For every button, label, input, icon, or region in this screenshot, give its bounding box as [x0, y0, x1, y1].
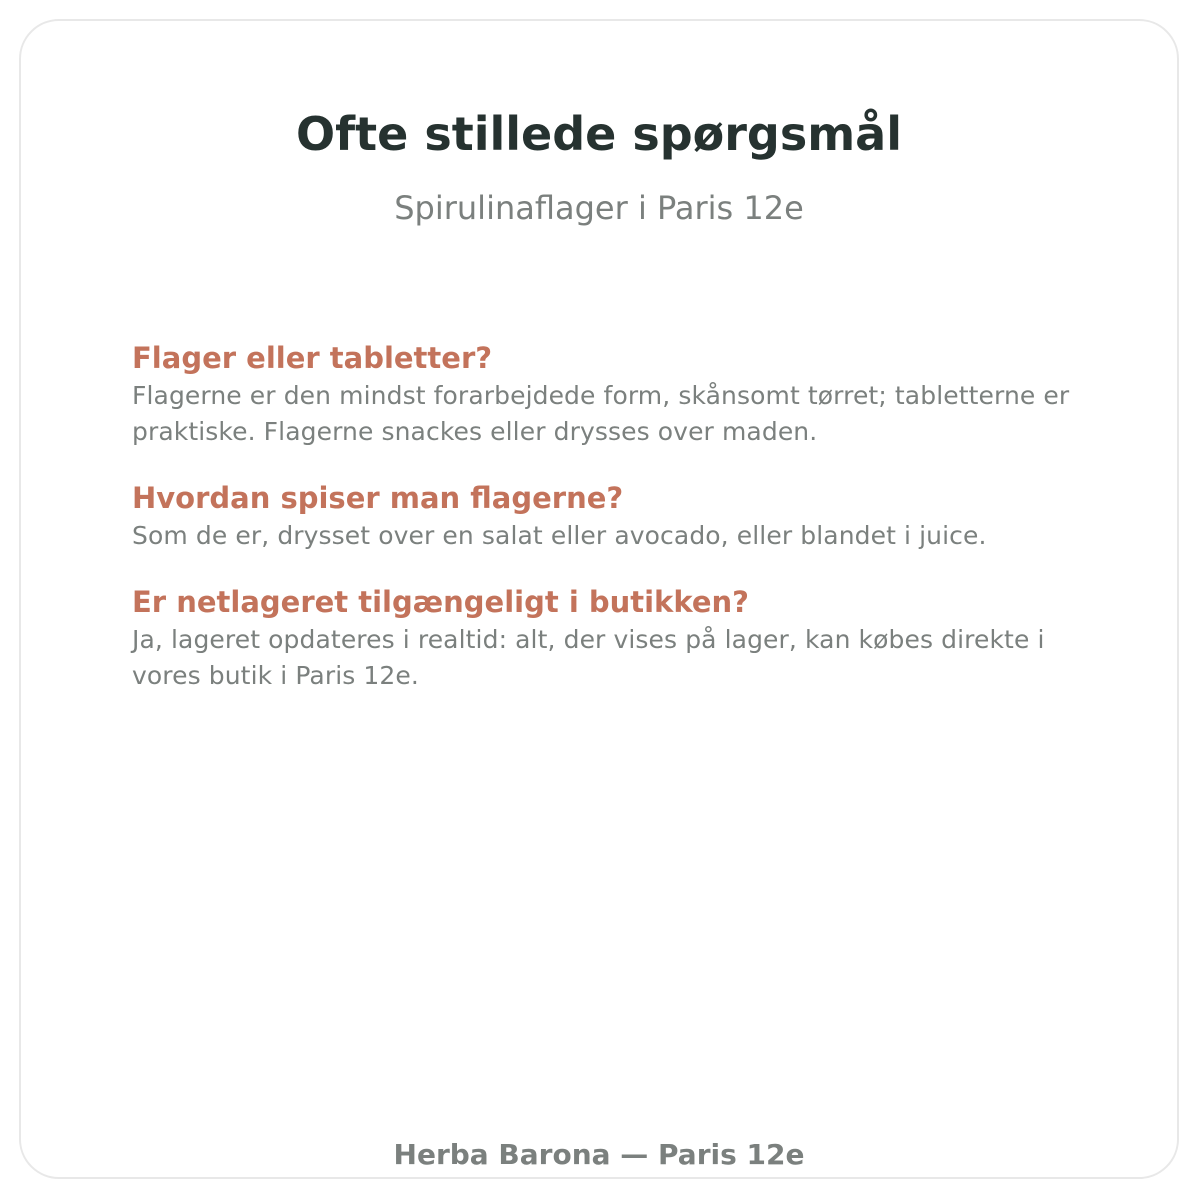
faq-item [132, 582, 1112, 694]
faq-item [132, 338, 1112, 450]
footer-brand: Herba Barona — Paris 12e [393, 1138, 805, 1171]
faq-list [132, 338, 1112, 694]
page-title: Ofte stillede spørgsmål [296, 107, 902, 161]
faq-question: Er netlageret tilgængeligt i butikken? [132, 585, 749, 619]
faq-answer: Ja, lageret opdateres i realtid: alt, der vises på lager, kan købes direkte i vores butik i Paris 12e. [132, 625, 1045, 690]
page-subtitle: Spirulinaflager i Paris 12e [394, 189, 804, 227]
faq-card [19, 19, 1179, 1179]
faq-question: Hvordan spiser man flagerne? [132, 481, 624, 515]
faq-answer: Flagerne er den mindst forarbejdede form, skånsomt tørret; tabletterne er praktiske. Flagerne snackes eller drysses over maden. [132, 381, 1070, 446]
faq-answer: Som de er, drysset over en salat eller avocado, eller blandet i juice. [132, 521, 987, 550]
faq-question: Flager eller tabletter? [132, 341, 493, 375]
faq-item [132, 478, 1112, 554]
